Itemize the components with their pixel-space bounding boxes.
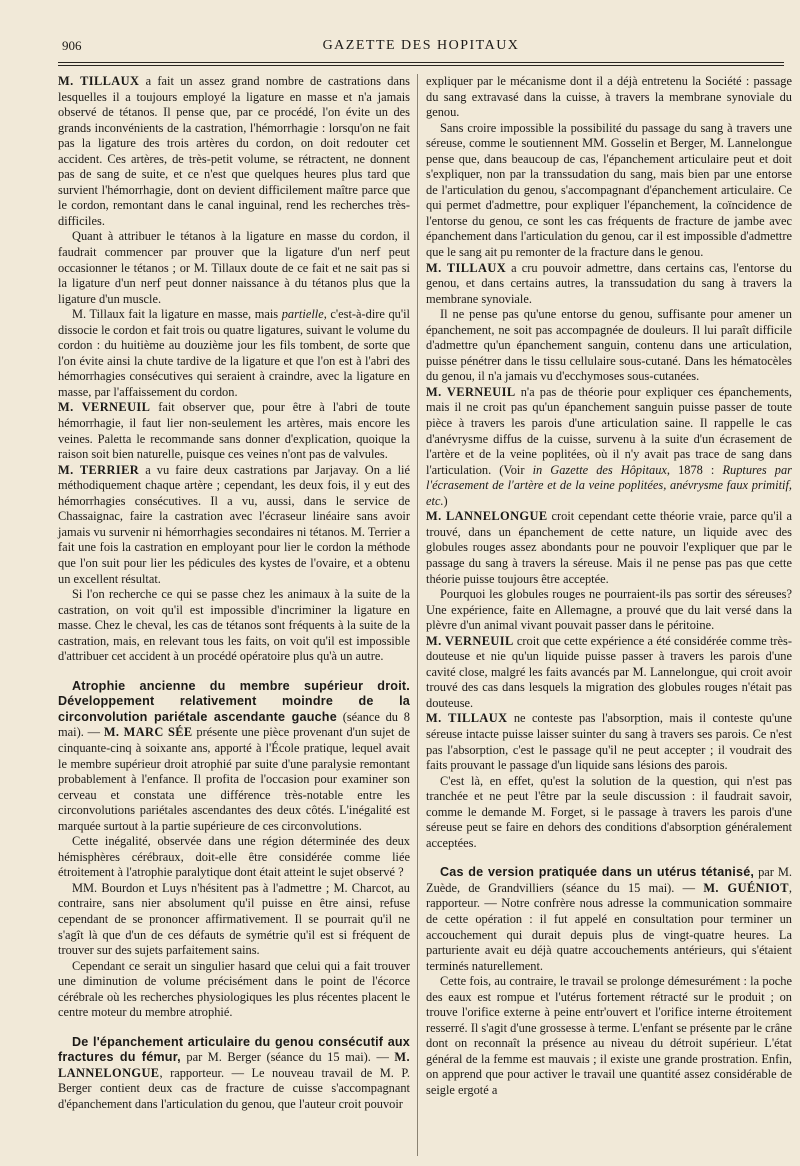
- paragraph-text: a fait un assez grand nombre de castrations dans lesquelles il a toujours employé la ligature en masse et n'a jamais observé de tétanos. Il pense que, par ce procédé, l'on évite un des grands inconvénients de la castration, l'hémorrhagie : lorsqu'on ne fait pas la ligature des trois artères du cordon, on doit redouter cet accident. Ces artères, de très-petit volume, se rétractent, ne donnent pas de sang de suite, et ce n'est que quelques heures plus tard que survient l'hémorrhagie, dont on devient difficilement maître parce que le cordon, remontant dans le canal inguinal, rend les recherches très-difficiles.: [58, 74, 410, 228]
- paragraph-text: n'a pas de théorie pour expliquer ces épanchements, mais il ne croit pas qu'un épanchement sanguin puisse passer de toute pièce à travers les parois d'une articulation saine. Il rappelle le cas d'anévrysme diffus de la cuisse, survenu à la suite d'un écrasement de l'artère et de la veine poplitées, où il n'y avait pas trace de sang dans l'articulation. (Voir: [426, 384, 792, 477]
- speaker-name: M. MARC SÉE: [103, 725, 193, 740]
- paragraph-text: a cru pouvoir admettre, dans certains cas, l'entorse du genou, et dans certains autres, la transsudation du sang à travers la membrane synoviale.: [426, 260, 792, 306]
- section-meta: par M. Zuède, de Grandvilliers (séance du 15 mai). —: [426, 865, 793, 895]
- section-paragraph: [58, 679, 410, 834]
- paragraph: Sans croire impossible la possibilité du passage du sang à travers une séreuse, comme le soutiennent MM. Gosselin et Berger, M. Lannelongue pense que, dans beaucoup de cas, l'épanchement articulaire peut et doit s'expliquer, non par la transsudation du sang, mais bien par une entorse de l'articulation du genou, s'accompagnant d'épanchement articulaire. Ce qui permet d'admettre, pour expliquer l'épanchement, la coïncidence de l'entorse du genou, ce sont les cas fréquents de fracture de jambe avec épanchement dans l'articulation du genou, car il est impossible d'admettre que le sang ait pu remonter de la fracture dans le genou.: [426, 120, 792, 260]
- paragraph: Cette fois, au contraire, le travail se prolonge démesurément : la poche des eaux est rompue et l'utérus fortement rétracté sur le produit ; on trouve l'orifice externe à peine entr'ouvert et l'orifice interne étroitement resserré. Il s'agit d'une grossesse à terme. L'enfant se présente par le crâne dont on reconnaît la présence au niveau du détroit supérieur. L'état général de la femme est mauvais ; il existe une grande prostration. Enfin, on apprend que pour activer le travail une quantité assez considérable de seigle ergoté a: [426, 974, 792, 1097]
- paragraph-text: croit que cette expérience a été considérée comme très-douteuse et nie qu'un liquide puisse passer à travers les parois d'une cavité close, malgré les faits avancés par M. Lannelongue, qui croit avoir trouvé des cas dans lesquels la migration des globules rouges n'était pas douteuse.: [426, 633, 792, 710]
- emphasis: partielle: [281, 307, 324, 322]
- paragraph: [58, 400, 410, 462]
- speaker-name: M. VERNEUIL: [58, 400, 151, 415]
- section-meta: (séance du 8 mai). —: [58, 709, 410, 740]
- paragraph: MM. Bourdon et Luys n'hésitent pas à l'admettre ; M. Charcot, au contraire, sans nier absolument qu'il puisse en être ainsi, refuse cependant de se prononcer affirmativement. Il se pourrait qu'il ne s'agît là que d'un de ces défauts de symétrie qu'il est si fréquent de trouver sur des sujets parfaitement sains.: [58, 880, 410, 958]
- speaker-name: M. TILLAUX: [426, 711, 508, 726]
- header-rule: [58, 62, 784, 66]
- right-column: [426, 74, 792, 1099]
- speaker-name: M. LANNELONGUE: [58, 1050, 410, 1080]
- paragraph-text: , 1878 :: [666, 462, 723, 477]
- paragraph-text: croit cependant cette théorie vraie, parce qu'il a trouvé, dans un épanchement de cette nature, un liquide avec des globules rouges assez abondants pour ne pouvoir l'expliquer que par le passage du sang à travers la séreuse. Mais il ne pense pas pas que cette théorie puisse toujours être acceptée.: [426, 509, 792, 586]
- paragraph: [426, 509, 792, 587]
- column-divider: [417, 74, 418, 1156]
- paragraph-text: , rapporteur. — Le nouveau travail de M. P. Berger contient deux cas de fracture de cuisse s'accompagnant d'épanchement dans l'articulation du genou, que l'auteur croit pouvoir: [58, 1065, 410, 1111]
- emphasis: Ruptures par l'écrasement de l'artère et de la veine poplitées, anévrysme faux primitif, etc.: [426, 462, 792, 508]
- section-heading: Cas de version pratiquée dans un utérus tétanisé,: [440, 865, 755, 880]
- paragraph: Il ne pense pas qu'une entorse du genou, suffisante pour amener un épanchement, ne soit pas accompagnée de douleurs. Il lui paraît difficile d'admettre qu'un épanchement sanguin, contenu dans une articulation, puisse pénétrer dans le tissu cellulaire sous-cutané. Dans les hématocèles du genou, il n'a jamais vu d'ecchymoses sous-cutanées.: [426, 307, 792, 384]
- paragraph-text: , rapporteur. — Notre confrère nous adresse la communication sommaire de cette opération : il fut appelé en consultation pour terminer un accouchement qui durait depuis plus de vingt-quatre heures. La parturiente avait eu déjà quatre accouchements antérieurs, qui s'étaient terminés naturellement.: [426, 880, 792, 973]
- speaker-name: M. LANNELONGUE: [426, 509, 548, 524]
- paragraph: C'est là, en effet, qu'est la solution de la question, qui n'est pas tranchée et ne peut l'être par la seule discussion : il faudrait savoir, comme le demande M. Forget, si le passage à travers les parois d'une séreuse peut se faire en dehors des conditions d'absorption généralement acceptées.: [426, 773, 792, 850]
- section-meta: par M. Berger (séance du 15 mai). —: [180, 1050, 395, 1065]
- section-heading: De l'épanchement articulaire du genou consécutif aux fractures du fémur,: [58, 1034, 410, 1065]
- speaker-name: M. TILLAUX: [426, 260, 507, 275]
- paragraph: [58, 463, 410, 587]
- paragraph-text: ): [443, 493, 448, 508]
- section-paragraph: [58, 1035, 410, 1113]
- section-heading: Atrophie ancienne du membre supérieur droit. Développement relativement moindre de la circonvolution pariétale ascendante gauche: [58, 678, 410, 724]
- paragraph: Pourquoi les globules rouges ne pourraient-ils pas sortir des séreuses? Une expérience, faite en Allemagne, a prouvé que du lait versé dans la plèvre d'un animal vivant pouvait passer dans le péritoine.: [426, 587, 792, 633]
- page-number: 906: [62, 38, 82, 53]
- speaker-name: M. VERNEUIL: [426, 384, 516, 399]
- paragraph: Cependant ce serait un singulier hasard que celui qui a fait trouver une diminution de volume précisément dans le point de l'écorce cérébrale où les recherches physiologiques les plus récentes placent le centre moteur du membre atrophié.: [58, 958, 410, 1020]
- paragraph: [426, 261, 792, 308]
- paragraph: [426, 634, 792, 712]
- paragraph-text: présente une pièce provenant d'un sujet de cinquante-cinq à soixante ans, apporté à l'École pratique, lequel avait le membre supérieur droit atrophié par suite d'une paralysie remontant probablement à l'enfance. Il profita de l'occasion pour examiner son cerveau et constata une différence très-notable entre les circonvolutions pariétales ascendantes des deux côtés. L'inégalité est marquée surtout à la partie supérieure de ces circonvolutions.: [58, 725, 410, 833]
- speaker-name: M. VERNEUIL: [426, 633, 514, 648]
- paragraph: [426, 711, 792, 773]
- speaker-name: M. TILLAUX: [58, 74, 140, 88]
- section-paragraph: [426, 865, 792, 974]
- paragraph-text: M. Tillaux fait la ligature en masse, mais: [72, 307, 282, 322]
- paragraph: [58, 74, 410, 229]
- paragraph: Si l'on recherche ce qui se passe chez les animaux à la suite de la castration, on voit qu'il est impossible d'incriminer la ligature en masse. Chez le cheval, les cas de tétanos sont fréquents à la suite de la castration, mais, en relevant tous les faits, on voit qu'il est impossible d'attribuer cet accident à un procédé opératoire plus qu'à un autre.: [58, 587, 410, 664]
- emphasis: in Gazette des Hôpitaux: [532, 462, 667, 477]
- paragraph: [58, 307, 410, 400]
- paragraph: Cette inégalité, observée dans une région déterminée des deux hémisphères cérébraux, doit-elle être considérée comme liée étroitement à l'atrophie paralytique dont était atteint le sujet observé ?: [58, 834, 410, 880]
- paragraph-text: ne conteste pas l'absorption, mais il conteste qu'une séreuse intacte puisse laisser suinter du sang à travers ses parois. Ce n'est pas l'absorption, c'est le passage qu'il ne peut accepter ; il voudrait des faits prouvant le passage d'un liquide sans lésions des parois.: [426, 711, 792, 773]
- paragraph-text: a vu faire deux castrations par Jarjavay. On a lié méthodiquement chaque artère ; cependant, les deux fois, il y eut des hémorrhagies consécutives. Il a vu, aussi, dans le service de Chassaignac, faire la castration avec l'écraseur linéaire sans avoir jamais vu survenir ni hémorrhagies secondaires ni tétanos. M. Terrier a fait une fois la castration en employant pour lier le cordon la méthode que l'on suit pour lier les pédicules des kystes de l'ovaire, et a obtenu un excellent résultat.: [58, 462, 410, 586]
- speaker-name: M. TERRIER: [58, 462, 140, 477]
- paragraph-text: fait observer que, pour être à l'abri de toute hémorrhagie, il faut lier non-seulement les artères, mais encore les veines. Paletta le recommande sans donner d'explication, quoique la raison soit bien naturelle, puisque ces veines n'ont pas de valvules.: [58, 400, 410, 462]
- speaker-name: M. GUÉNIOT: [703, 880, 789, 895]
- page-header: [62, 38, 780, 60]
- paragraph-text: , c'est-à-dire qu'il dissocie le cordon et fait trois ou quatre ligatures, suivant le volume du cordon : du huitième au douzième jour les fils tombent, de sorte que l'on évite ainsi la chute tardive de la ligature et que l'on est à l'abri des hémorrhagies consécutives qui seraient à craindre, avec la ligature en masse, par l'affaissement du cordon.: [58, 307, 410, 399]
- paragraph: expliquer par le mécanisme dont il a déjà entretenu la Société : passage du sang extravasé dans la cuisse, à travers la membrane synoviale du genou.: [426, 74, 792, 120]
- paragraph: [426, 385, 792, 509]
- paragraph: Quant à attribuer le tétanos à la ligature en masse du cordon, il faudrait commencer par prouver que la ligature d'un nerf peut occasionner le tétanos ; or M. Tillaux doute de ce fait et ne sait pas si la ligature d'un nerf peut donner naissance à du tétanos plus que la ligature d'un muscle.: [58, 229, 410, 306]
- running-title: GAZETTE DES HOPITAUX: [322, 38, 520, 53]
- left-column: [58, 74, 410, 1113]
